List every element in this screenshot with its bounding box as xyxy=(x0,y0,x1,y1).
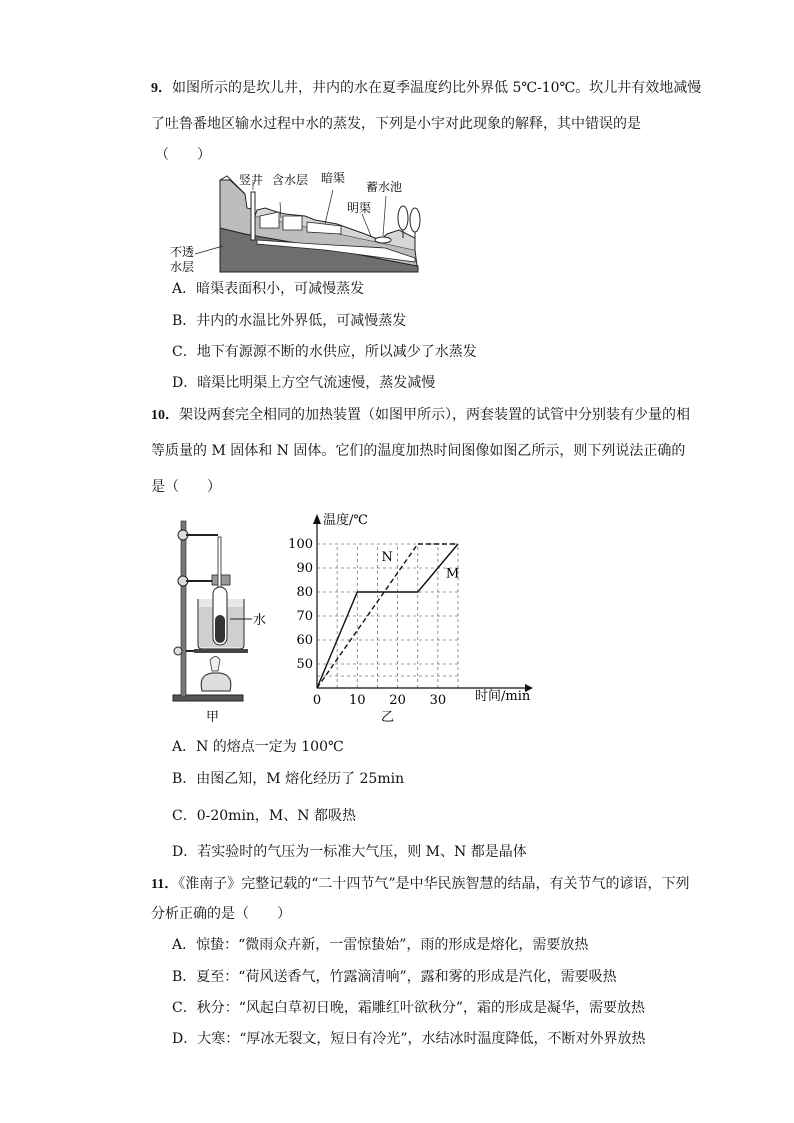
q10-option-d[interactable]: D．若实验时的气压为一标准大气压，则 M、N 都是晶体 xyxy=(172,844,527,860)
x-tick-label: 30 xyxy=(429,693,447,708)
water-label: 水 xyxy=(253,613,267,628)
heating-apparatus-diagram xyxy=(168,515,278,725)
fig-b-label: 乙 xyxy=(381,710,395,725)
temperature-time-chart xyxy=(285,508,545,726)
y-axis-label: 温度/℃ xyxy=(323,513,368,528)
q9-option-c[interactable]: C．地下有源源不断的水供应，所以减少了水蒸发 xyxy=(172,344,477,360)
y-tick-label: 50 xyxy=(296,657,313,672)
q10-stem-text-1: 架设两套完全相同的加热装置（如图甲所示），两套装置的试管中分别装有少量的相 xyxy=(179,407,690,423)
q10-option-b[interactable]: B．由图乙知，M 熔化经历了 25min xyxy=(172,771,405,787)
q10-stem-line-2: 等质量的 M 固体和 N 固体。它们的温度加热时间图像如图乙所示，则下列说法正确的 xyxy=(151,443,686,459)
chart-grid xyxy=(317,544,458,688)
impermeable-label-1: 不透 xyxy=(170,245,195,259)
q11-option-a[interactable]: A．惊蛰：“微雨众卉新，一雷惊蛰始”，雨的形成是熔化，需要放热 xyxy=(172,937,589,953)
q11-stem-line-1 xyxy=(151,874,690,895)
x-tick-label: 0 xyxy=(312,693,322,708)
q11-option-c[interactable]: C．秋分：“风起白草初日晚，霜雕红叶欲秋分”，霜的形成是凝华，需要放热 xyxy=(172,1000,646,1016)
y-tick-label: 70 xyxy=(296,609,313,624)
q11-option-d[interactable]: D．大寒：“厚冰无裂文，短日有冷光”，水结冰时温度降低，不断对外界放热 xyxy=(172,1031,646,1047)
q9-option-b[interactable]: B．井内的水温比外界低，可减慢蒸发 xyxy=(172,313,407,329)
impermeable-label-2: 水层 xyxy=(170,260,195,274)
karez-diagram xyxy=(165,168,430,280)
y-axis-arrow xyxy=(313,514,321,524)
y-tick-label: 100 xyxy=(288,537,313,552)
series-label-m: M xyxy=(445,566,460,582)
q9-number: 9． xyxy=(151,81,172,96)
y-tick-label: 80 xyxy=(296,585,313,600)
q10-number: 10． xyxy=(151,408,179,423)
q11-stem-text-1: 《淮南子》完整记载的“二十四节气”是中华民族智慧的结晶，有关节气的谚语，下列 xyxy=(178,876,690,892)
q10-option-c[interactable]: C．0-20min，M、N 都吸热 xyxy=(172,808,356,824)
x-axis-label: 时间/min xyxy=(475,689,531,704)
shaft-label: 竖井 xyxy=(239,173,264,187)
q11-number: 11． xyxy=(151,877,179,892)
chart-axes xyxy=(313,514,533,692)
series-line-n xyxy=(317,544,458,688)
open-channel-label: 明渠 xyxy=(347,201,372,215)
y-tick-label: 60 xyxy=(296,633,313,648)
series-label-n: N xyxy=(381,549,393,565)
series-line-m xyxy=(317,544,458,688)
aquifer-label: 含水层 xyxy=(272,173,309,187)
q10-stem-line-1 xyxy=(151,405,690,426)
q10-stem-line-3: 是（ ） xyxy=(151,479,221,495)
x-tick-label: 20 xyxy=(389,693,406,708)
fig-a-label: 甲 xyxy=(206,710,220,725)
q9-option-d[interactable]: D．暗渠比明渠上方空气流速慢，蒸发减慢 xyxy=(172,375,436,391)
reservoir-label: 蓄水池 xyxy=(366,180,403,194)
x-tick-label: 10 xyxy=(349,693,366,708)
y-tick-label: 90 xyxy=(296,561,313,576)
q9-answer-bracket: （ ） xyxy=(155,147,211,163)
q11-stem-line-2: 分析正确的是（ ） xyxy=(151,906,291,922)
q10-option-a[interactable]: A．N 的熔点一定为 100℃ xyxy=(172,739,344,755)
q9-stem-line-2: 了吐鲁番地区输水过程中水的蒸发，下列是小宇对此现象的解释，其中错误的是 xyxy=(151,116,641,132)
q9-option-a[interactable]: A．暗渠表面积小，可减慢蒸发 xyxy=(172,281,365,297)
q11-option-b[interactable]: B．夏至：“荷风送香气，竹露滴清响”，露和雾的形成是汽化，需要吸热 xyxy=(172,969,617,985)
q9-stem-line-1 xyxy=(151,78,701,99)
hidden-channel-label: 暗渠 xyxy=(321,171,346,185)
q9-stem-text-1: 如图所示的是坎儿井，井内的水在夏季温度约比外界低 5℃-10℃。坎儿井有效地减慢 xyxy=(172,80,702,96)
